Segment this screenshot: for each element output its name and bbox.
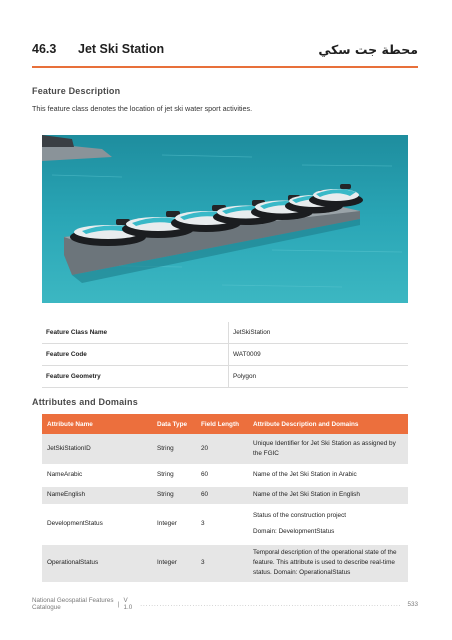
attribute-description: Status of the construction project: [253, 512, 347, 519]
attributes-table: [42, 414, 408, 585]
attribute-domain: Domain: DevelopmentStatus: [253, 528, 335, 535]
property-label: Feature Code: [42, 344, 229, 366]
page-footer: [32, 597, 418, 611]
header-divider: [32, 66, 418, 68]
attribute-name: NameArabic: [42, 465, 152, 485]
attribute-name: NameEnglish: [42, 485, 152, 505]
property-value: Polygon: [229, 366, 409, 388]
column-header: Attribute Description and Domains: [248, 414, 408, 434]
property-label: Feature Geometry: [42, 366, 229, 388]
feature-description-text: This feature class denotes the location of jet ski water sport activities.: [32, 104, 253, 113]
attribute-length: 3: [196, 543, 248, 583]
section-header: [32, 38, 418, 60]
section-number: 46.3: [32, 42, 57, 56]
attribute-description: Temporal description of the operational state of the feature. This attribute is used to describe real-time status. Domain: OperationalStatus: [248, 543, 408, 583]
section-title-arabic: محطة جت سكي: [318, 41, 418, 57]
attribute-length: 60: [196, 485, 248, 505]
attributes-heading: Attributes and Domains: [32, 397, 138, 407]
footer-separator: |: [117, 600, 120, 608]
table-row: [42, 505, 408, 543]
table-header-row: [42, 414, 408, 434]
attribute-type: String: [152, 465, 196, 485]
column-header: Data Type: [152, 414, 196, 434]
jet-ski-photo-illustration: [42, 135, 408, 303]
attribute-type: Integer: [152, 543, 196, 583]
table-row: [42, 434, 408, 465]
table-row: [42, 543, 408, 583]
table-row: [42, 465, 408, 485]
property-value: WAT0009: [229, 344, 409, 366]
attribute-name: OperationalStatus: [42, 543, 152, 583]
table-row: [42, 322, 408, 344]
attribute-length: 60: [196, 465, 248, 485]
attribute-type: String: [152, 434, 196, 465]
attribute-name: JetSkiStationID: [42, 434, 152, 465]
footer-catalogue: National Geospatial Features Catalogue: [32, 597, 114, 611]
property-value: JetSkiStation: [229, 322, 409, 344]
footer-version: V 1.0: [123, 597, 133, 611]
attribute-description-cell: [248, 505, 408, 543]
table-row: [42, 366, 408, 388]
attribute-description: Name of the Jet Ski Station in English: [248, 485, 408, 505]
attribute-length: 3: [196, 505, 248, 543]
attribute-description: Name of the Jet Ski Station in Arabic: [248, 465, 408, 485]
attribute-type: Integer: [152, 505, 196, 543]
attribute-name: DevelopmentStatus: [42, 505, 152, 543]
table-row: [42, 485, 408, 505]
column-header: Attribute Name: [42, 414, 152, 434]
column-header: Field Length: [196, 414, 248, 434]
footer-leader-dots: ...............................................................................................: [140, 600, 402, 608]
attribute-length: 20: [196, 434, 248, 465]
attribute-description: Unique Identifier for Jet Ski Station as assigned by the FGIC: [248, 434, 408, 465]
page-number: 533: [407, 600, 418, 608]
jet-ski-photo: [42, 135, 408, 303]
feature-properties-table: [42, 322, 408, 388]
property-label: Feature Class Name: [42, 322, 229, 344]
attribute-type: String: [152, 485, 196, 505]
feature-description-heading: Feature Description: [32, 86, 121, 96]
table-row: [42, 344, 408, 366]
section-title: Jet Ski Station: [78, 42, 165, 56]
